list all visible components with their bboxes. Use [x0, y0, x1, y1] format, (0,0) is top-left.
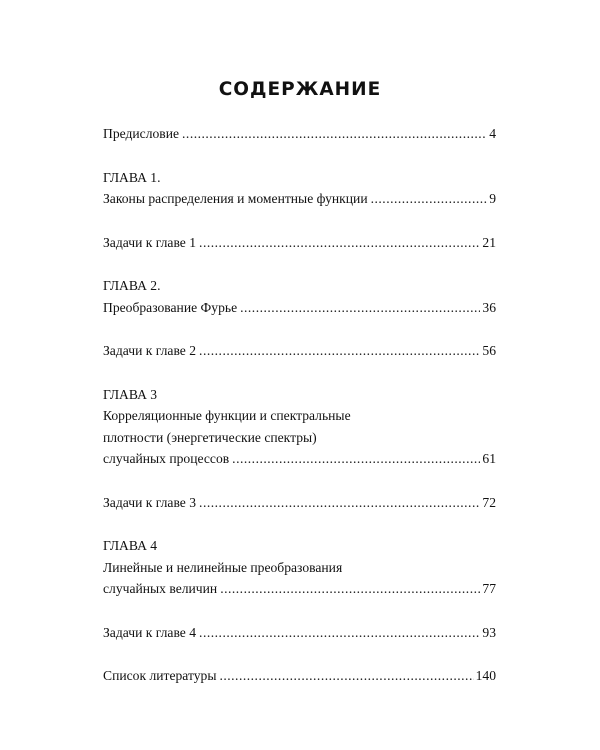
toc-entry-line: Корреляционные функции и спектральные [103, 408, 351, 423]
toc-entry-label: Задачи к главе 4 [103, 624, 197, 640]
page-title: СОДЕРЖАНИЕ [218, 79, 382, 100]
toc-entry-chapter-2[interactable] [103, 297, 496, 319]
dot-leader [371, 188, 488, 210]
toc-entry-problems-2[interactable] [103, 340, 496, 362]
toc-entry-chapter-3[interactable] [103, 448, 496, 470]
chapter-heading: ГЛАВА 1. [103, 169, 161, 185]
toc-entry-label: Задачи к главе 2 [103, 343, 197, 358]
toc-entry-line: плотности (энергетические спектры) [103, 429, 317, 445]
toc-entry-bibliography[interactable] [103, 665, 496, 687]
toc-page-number: 61 [482, 451, 496, 466]
toc-page-number: 36 [482, 299, 496, 315]
toc-entry-problems-1[interactable] [103, 232, 496, 254]
toc-page-number: 9 [489, 191, 496, 206]
toc-entry-problems-3[interactable] [103, 492, 496, 514]
table-of-contents [103, 123, 496, 687]
toc-page-number: 72 [482, 494, 496, 510]
chapter-heading: ГЛАВА 3 [103, 386, 158, 402]
chapter-heading: ГЛАВА 2. [103, 278, 161, 293]
toc-page-number: 4 [489, 126, 496, 141]
toc-entry-chapter-4[interactable] [103, 578, 496, 600]
dot-leader [199, 340, 480, 362]
toc-page-number: 56 [482, 343, 496, 358]
dot-leader [219, 665, 473, 687]
toc-entry-label: Задачи к главе 1 [103, 234, 197, 250]
chapter-heading: ГЛАВА 4 [103, 538, 158, 553]
toc-entry-label: Список литературы [103, 668, 217, 683]
dot-leader [240, 297, 480, 319]
toc-page-number: 21 [482, 234, 496, 250]
dot-leader [199, 622, 480, 644]
toc-entry-problems-4[interactable] [103, 622, 496, 644]
toc-page-number: 77 [482, 581, 496, 596]
dot-leader [199, 492, 480, 514]
toc-entry-line: Линейные и нелинейные преобразования [103, 559, 343, 575]
toc-entry-chapter-1[interactable] [103, 188, 496, 210]
dot-leader [220, 578, 480, 600]
toc-entry-label: случайных процессов [103, 451, 230, 466]
toc-entry-label: Преобразование Фурье [103, 299, 238, 315]
dot-leader [232, 448, 480, 470]
toc-entry-label: Предисловие [103, 126, 180, 141]
toc-entry-preface[interactable] [103, 123, 496, 145]
dot-leader [182, 123, 487, 145]
dot-leader [199, 232, 480, 254]
toc-entry-label: Законы распределения и моментные функции [103, 191, 368, 206]
toc-entry-label: случайных величин [103, 581, 218, 596]
toc-page-number: 93 [482, 624, 496, 640]
toc-page-number: 140 [475, 668, 496, 683]
toc-entry-label: Задачи к главе 3 [103, 494, 197, 510]
